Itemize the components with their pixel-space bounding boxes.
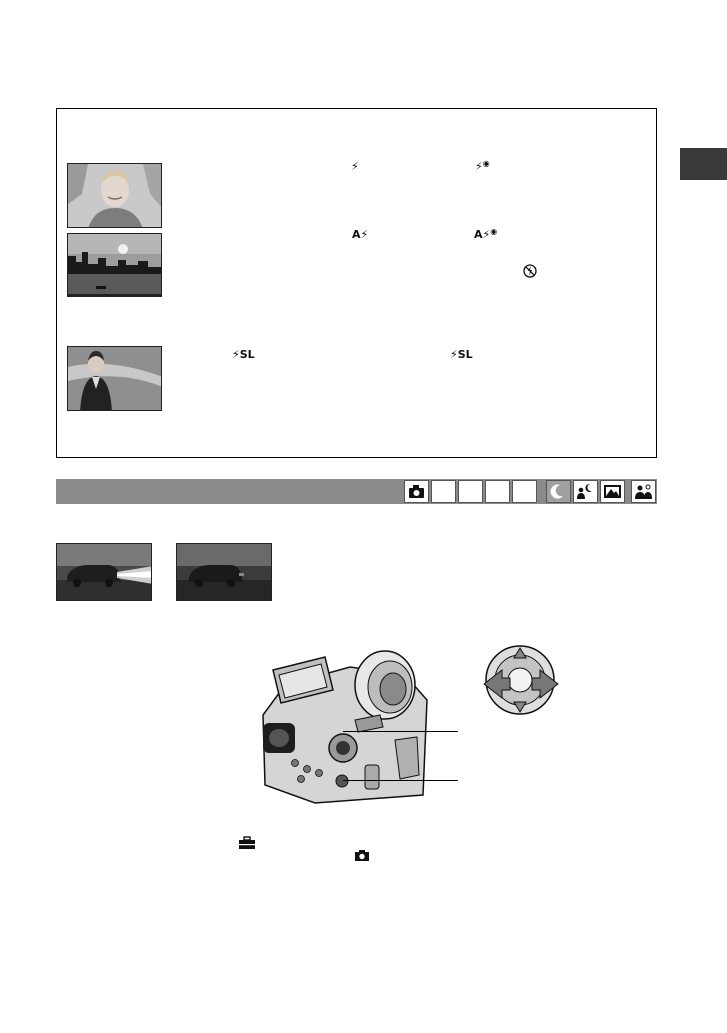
slow-sync-icon: ⚡SL: [232, 348, 255, 361]
auto-flash-icon: A⚡: [352, 228, 369, 241]
setup-toolbox-icon: [238, 836, 256, 855]
section-index-tab: [680, 148, 727, 180]
mode-blank-2: [458, 480, 483, 503]
mode-twilight-icon: [546, 480, 571, 503]
photo-portrait-woman: [67, 163, 162, 228]
forced-flash-icon: ⚡: [351, 160, 359, 173]
mode-blank-4: [512, 480, 537, 503]
auto-flash-red-eye-icon: A⚡◉: [474, 227, 498, 241]
no-flash-icon: [523, 264, 537, 281]
mode-soft-snap-icon: [631, 480, 656, 503]
leader-line-control-button: [343, 731, 458, 732]
photo-car-headlights: [56, 543, 152, 601]
mode-blank-3: [485, 480, 510, 503]
photo-city-sunset: [67, 233, 162, 297]
camera-mode-icon: [354, 849, 370, 867]
camera-illustration: [255, 645, 430, 805]
control-button-illustration: [480, 640, 565, 720]
photo-portrait-evening: [67, 346, 162, 411]
leader-line-center-button: [343, 780, 458, 781]
mode-camera-auto-icon: [404, 480, 429, 503]
slow-sync-red-eye-icon: ⚡SL: [450, 348, 473, 361]
mode-blank-1: [431, 480, 456, 503]
photo-car-dark: [176, 543, 272, 601]
mode-landscape-icon: [600, 480, 625, 503]
forced-flash-red-eye-icon: ⚡◉: [475, 159, 490, 173]
mode-twilight-portrait-icon: [573, 480, 598, 503]
